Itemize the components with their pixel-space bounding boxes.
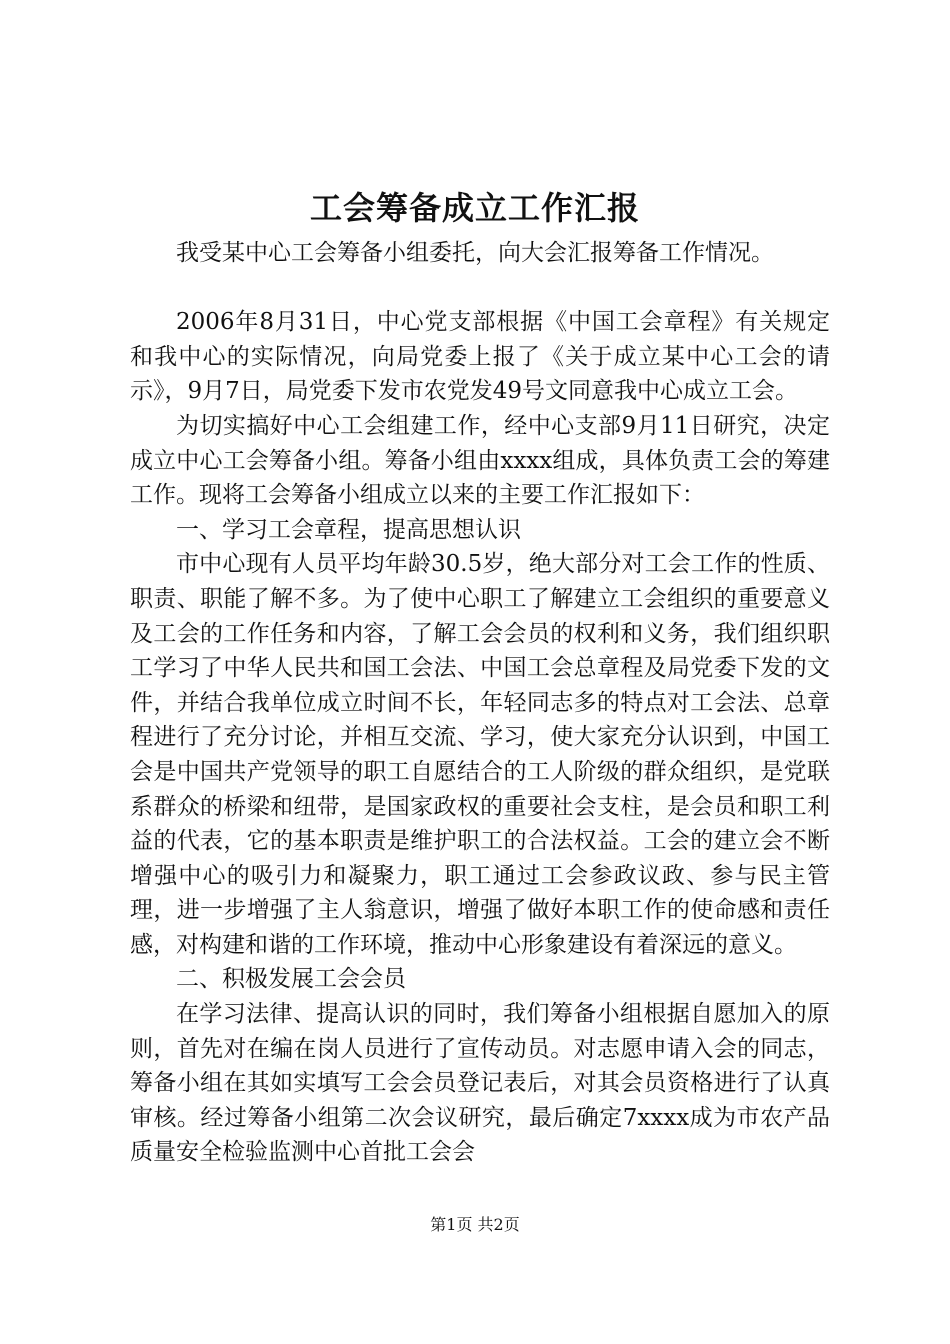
paragraph-members: 在学习法律、提高认识的同时，我们筹备小组根据自愿加入的原则，首先对在编在岗人员进行了宣传动员。对志愿申请入会的同志，筹备小组在其如实填写工会会员登记表后，对其会员资格进行了认真审核。经过筹备小组第二次会议研究，最后确定7xxxx成为市农产品质量安全检验监测中心首批工会会 bbox=[130, 1001, 830, 1166]
section-heading-1: 一、学习工会章程，提高思想认识 bbox=[176, 516, 521, 543]
page-number-footer: 第1页 共2页 bbox=[430, 1215, 520, 1234]
paragraph-study: 市中心现有人员平均年龄30.5岁，绝大部分对工会工作的性质、职责、职能了解不多。为了使中心职工了解建立工会组织的重要意义及工会的工作任务和内容，了解工会会员的权利和义务，我们组织职工学习了中华人民共和国工会法、中国工会总章程及局党委下发的文件，并结合我单位成立时间不长，年轻同志多的特点对工会法、总章程进行了充分讨论，并相互交流、学习，使大家充分认识到，中国工会是中国共产党领导的职工自愿结合的工人阶级的群众组织，是党联系群众的桥梁和纽带，是国家政权的重要社会支柱，是会员和职工利益的代表，它的基本职责是维护职工的合法权益。工会的建立会不断增强中心的吸引力和凝聚力，职工通过工会参政议政、参与民主管理，进一步增强了主人翁意识，增强了做好本职工作的使命感和责任感，对构建和谐的工作环境，推动中心形象建设有着深远的意义。 bbox=[130, 551, 830, 958]
paragraph-preparatory-group: 为切实搞好中心工会组建工作，经中心支部9月11日研究，决定成立中心工会筹备小组。筹备小组由xxxx组成，具体负责工会的筹建工作。现将工会筹备小组成立以来的主要工作汇报如下： bbox=[130, 412, 830, 509]
section-heading-2: 二、积极发展工会会员 bbox=[176, 966, 406, 993]
document-body bbox=[130, 236, 830, 1170]
document-title: 工会筹备成立工作汇报 bbox=[309, 189, 640, 227]
paragraph-background: 2006年8月31日，中心党支部根据《中国工会章程》有关规定和我中心的实际情况，向局党委上报了《关于成立某中心工会的请示》，9月7日，局党委下发市农党发49号文同意我中心成立工会。 bbox=[130, 309, 830, 405]
paragraph-intro: 我受某中心工会筹备小组委托，向大会汇报筹备工作情况。 bbox=[176, 240, 774, 266]
